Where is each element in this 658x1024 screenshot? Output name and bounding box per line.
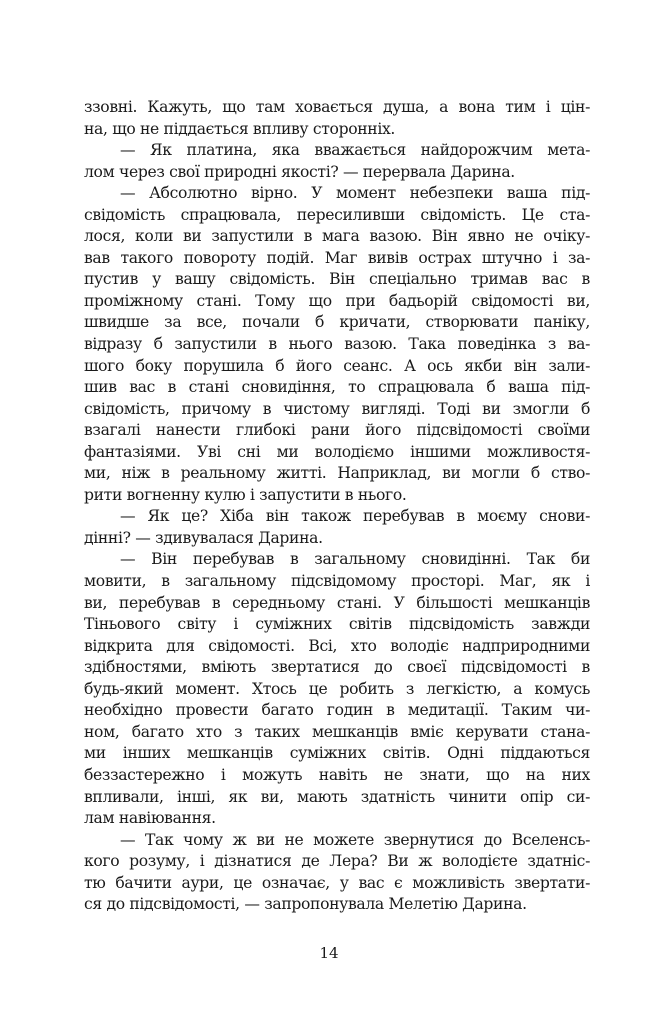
text-line: мовити, в загальному підсвідомому просторі. Маг, як і [84,572,590,591]
text-line: ми інших мешканців суміжних світів. Одні піддаються [84,744,590,763]
text-line: ви, перебував в середньому стані. У більшості мешканців [84,593,590,612]
text-line: проміжному стані. Тому що при бадьорій свідомості ви, [84,291,590,310]
text-line: взагалі нанести глибокі рани його підсвідомості своїми [84,421,590,440]
text-line: — Абсолютно вірно. У момент небезпеки ваша під- [120,184,590,203]
text-line: впливали, інші, як ви, мають здатність чинити опір си- [84,787,590,806]
text-line: на, що не піддається впливу сторонніх. [84,119,396,138]
text-line: лося, коли ви запустили в мага вазою. Він явно не очіку- [84,227,590,246]
text-line: ном, багато хто з таких мешканців вміє керувати стана- [84,722,590,741]
text-line: кого розуму, і дізнатися де Лера? Ви ж володієте здатніс- [84,852,590,871]
text-line: ми, ніж в реальному житті. Наприклад, ви могли б ство- [84,464,590,483]
text-line: тю бачити аури, це означає, у вас є можливість звертати- [84,873,590,892]
text-line: — Як це? Хіба він також перебував в моєму снови- [120,507,590,526]
text-line: вав такого повороту подій. Маг вивів острах штучно і за- [84,248,590,267]
text-line: відкрита для свідомості. Всі, хто володіє надприродними [84,636,590,655]
text-line: беззастережно і можуть навіть не знати, що на них [84,765,590,784]
text-line: свідомість спрацювала, пересиливши свідомість. Це ста- [84,205,590,224]
page-body-text [84,97,590,916]
text-line: шив вас в стані сновидіння, то спрацювала б ваша під- [84,378,590,397]
text-line: ззовні. Кажуть, що там ховається душа, а вона тим і цін- [84,98,590,116]
text-line: пустив у вашу свідомість. Він спеціально тримав вас в [84,270,590,289]
text-line: ся до підсвідомості, — запропонувала Мелетію Дарина. [84,895,527,914]
text-line: свідомість, причому в чистому вигляді. Тоді ви змогли б [84,399,590,418]
text-line: лам навіювання. [84,809,216,828]
text-line: відразу б запустили в нього вазою. Така поведінка з ва- [84,335,590,354]
text-line: необхідно провести багато годин в медитації. Таким чи- [84,701,590,720]
page-number: 14 [319,944,339,962]
text-line: фантазіями. Уві сні ми володіємо іншими можливостя- [84,442,590,461]
text-line: — Як платина, яка вважається найдорожчим мета- [120,141,590,160]
text-line: рити вогненну кулю і запустити в нього. [84,485,407,504]
text-line: будь-який момент. Хтось це робить з легкістю, а комусь [84,679,590,698]
text-line: дінні? — здивувалася Дарина. [84,528,323,547]
text-line: швидше за все, почали б кричати, створювати паніку, [84,313,590,332]
text-line: здібностями, вміють звертатися до своєї підсвідомості в [84,658,590,677]
text-line: лом через свої природні якості? — перервала Дарина. [84,162,515,181]
text-line: — Так чому ж ви не можете звернутися до Вселенсь- [120,830,590,849]
text-line: Тіньового світу і суміжних світів підсвідомість завжди [84,615,590,634]
text-line: — Він перебував в загальному сновидінні. Так би [120,550,590,569]
text-line: шого боку порушила б його сеанс. А ось якби він зали- [84,356,590,375]
